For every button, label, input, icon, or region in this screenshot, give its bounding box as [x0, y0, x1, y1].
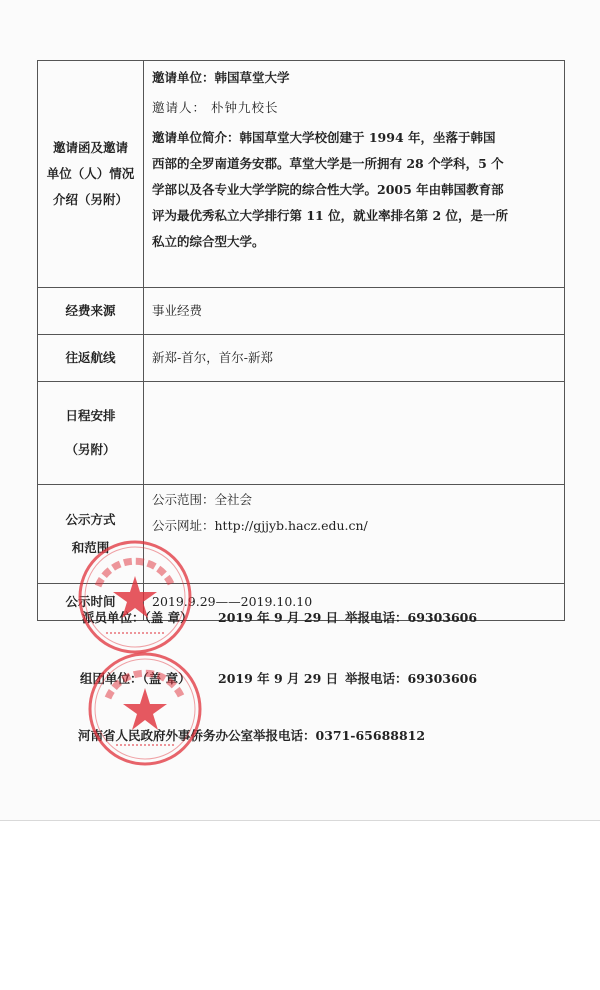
official-seal-icon [76, 538, 194, 656]
publicity-scope: 公示范围：全社会 [152, 492, 253, 507]
route-label: 往返航线 [38, 335, 144, 382]
invitation-row [38, 61, 565, 288]
foreign-affairs-office-report: 河南省人民政府外事侨务办公室举报电话：0371-65688812 [78, 728, 426, 743]
invitation-label: 邀请函及邀请 单位（人）情况 介绍（另附） [38, 61, 144, 288]
period-label: 公示时间 [38, 584, 144, 621]
funding-row [38, 288, 565, 335]
organizer-report-phone: 举报电话：69303606 [345, 671, 478, 686]
schedule-value [144, 382, 565, 485]
inviter: 邀请人： 朴钟九校长 [152, 100, 279, 115]
route-row [38, 335, 565, 382]
inviting-unit: 邀请单位：韩国草堂大学 [152, 70, 290, 85]
official-seal-icon [86, 650, 204, 768]
dispatch-date: 2019 年 9 月 29 日 [218, 610, 339, 625]
publicity-label: 公示方式 和范围 [38, 485, 144, 584]
schedule-row [38, 382, 565, 485]
period-value: 2019.9.29——2019.10.10 [144, 584, 565, 621]
route-value: 新郑-首尔，首尔-新郑 [144, 335, 565, 382]
schedule-label: 日程安排 （另附） [38, 382, 144, 485]
organizer-unit: 组团单位：（盖 章） [80, 671, 191, 686]
invitation-content [144, 61, 565, 288]
dispatch-unit: 派员单位：（盖 章） [82, 610, 193, 625]
organizer-date: 2019 年 9 月 29 日 [218, 671, 339, 686]
application-form-table [37, 60, 565, 621]
funding-label: 经费来源 [38, 288, 144, 335]
dispatch-report-phone: 举报电话：69303606 [345, 610, 478, 625]
unit-introduction: 邀请单位简介：韩国草堂大学校创建于 1994 年，坐落于韩国 西部的全罗南道务安郡。草堂大学是一所拥有 28 个学科，5 个 学部以及各专业大学学院的综合性大学。2005 年由韩国教育部 评为最优秀私立大学排行第 11 位，就业率排名第 2 位，是一所 私立的综合型大学。 [152, 130, 509, 249]
publicity-content [144, 485, 565, 584]
funding-value: 事业经费 [144, 288, 565, 335]
publicity-website: 公示网址：http://gjjyb.hacz.edu.cn/ [152, 518, 368, 533]
